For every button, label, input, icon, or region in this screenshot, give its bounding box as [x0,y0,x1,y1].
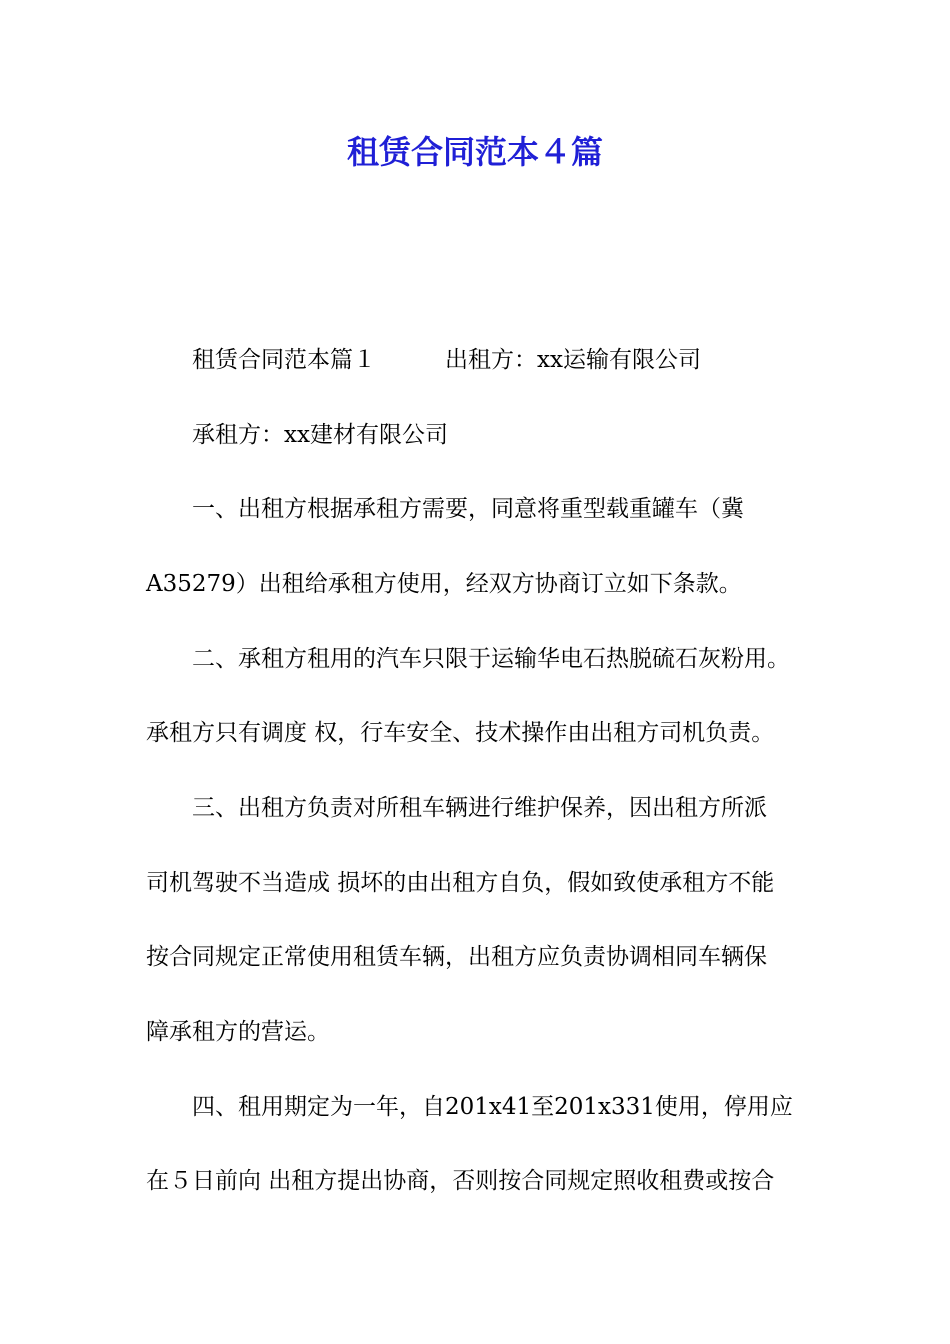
paragraph-line: 一、出租方根据承租方需要，同意将重型载重罐车（冀 [192,496,744,522]
paragraph-line: 租赁合同范本篇１ 出租方：xx运输有限公司 [192,347,701,373]
paragraph-line: 司机驾驶不当造成 损坏的由出租方自负，假如致使承租方不能 [146,870,775,896]
document-title: 租赁合同范本４篇 [346,133,603,171]
paragraph-line: 承租方：xx建材有限公司 [192,422,448,448]
paragraph-line: 按合同规定正常使用租赁车辆，出租方应负责协调相同车辆保 [146,944,767,970]
paragraph-line: 二、承租方租用的汽车只限于运输华电石热脱硫石灰粉用。 [192,646,790,672]
paragraph-line: 承租方只有调度 权，行车安全、技术操作由出租方司机负责。 [146,720,775,746]
paragraph-line: A35279）出租给承租方使用，经双方协商订立如下条款。 [146,571,742,597]
paragraph-line: 在５日前向 出租方提出协商，否则按合同规定照收租费或按合 [146,1168,775,1194]
paragraph-line: 三、出租方负责对所租车辆进行维护保养，因出租方所派 [192,795,767,821]
paragraph-line: 障承租方的营运。 [146,1019,330,1045]
paragraph-line: 四、租用期定为一年，自201x41至201x331使用，停用应 [192,1094,793,1120]
